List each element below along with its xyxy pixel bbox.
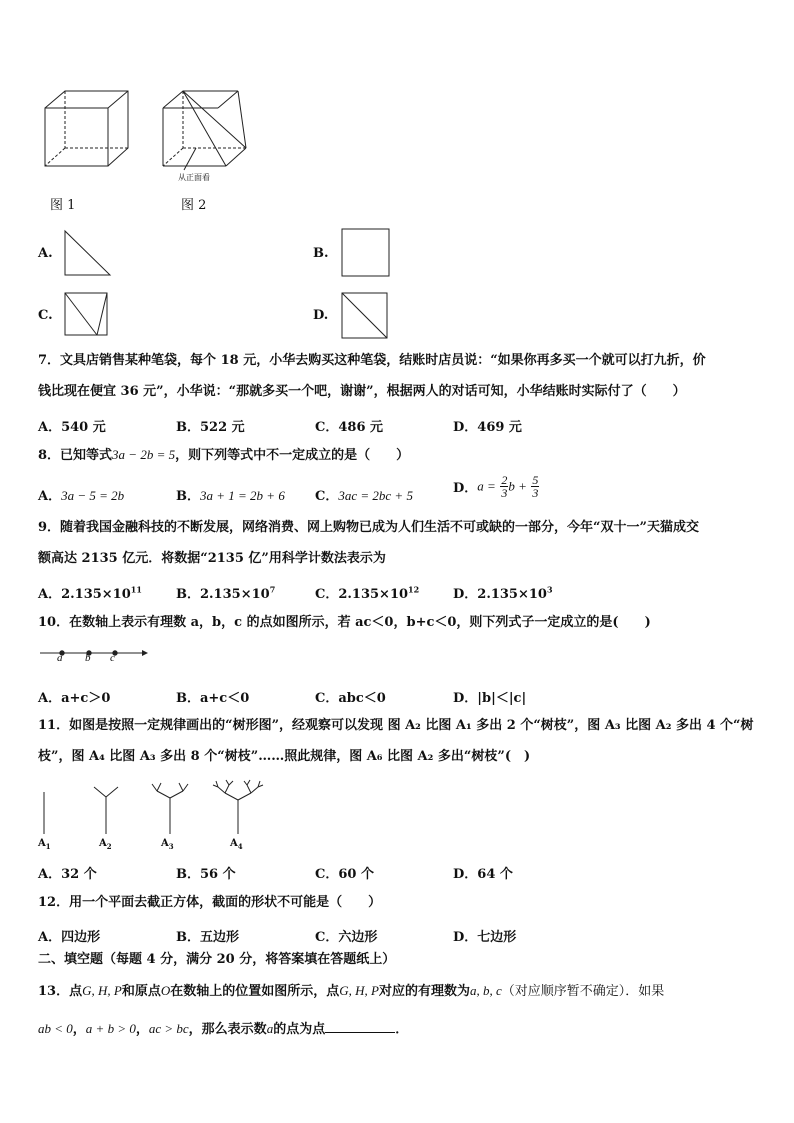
tree-label-a4-sub: 4 xyxy=(237,842,243,851)
q8-option-c-math: 3ac = 2bc + 5 xyxy=(338,488,413,503)
q13-points-2: G, H, P xyxy=(339,983,379,998)
q12-option-a: A．四边形 xyxy=(38,930,101,945)
q13-sep-1: ， xyxy=(72,1022,86,1037)
tree-label-a3 xyxy=(161,838,174,851)
q8-option-d xyxy=(453,474,539,499)
q7-line-1: 7．文具店销售某种笔袋，每个 18 元，小华去购买这种笔袋，结账时店员说：“如果你再多买一个就可以打九折，价 xyxy=(38,353,706,368)
q8-option-b xyxy=(176,485,285,504)
q10-point-a-label: a xyxy=(57,652,63,664)
q8-option-a-math: 3a − 5 = 2b xyxy=(61,488,125,503)
q8-option-b-label: B． xyxy=(176,489,200,504)
tree-label-a2-sub: 2 xyxy=(106,842,112,851)
q13-cond-3: ac > bc xyxy=(148,1021,189,1036)
tree-label-a1-sub: 1 xyxy=(45,842,51,851)
tree-figure-a3 xyxy=(147,780,193,835)
fig-option-b-shape xyxy=(341,228,391,278)
fig-option-d-label: D. xyxy=(313,308,329,323)
q13-end: ． xyxy=(395,1022,409,1037)
q8-option-b-math: 3a + 1 = 2b + 6 xyxy=(200,488,285,503)
q7-option-a: A．540 元 xyxy=(38,420,106,435)
fig-option-c-shape xyxy=(64,292,109,337)
q13-answer-blank[interactable] xyxy=(325,1020,395,1033)
q10-option-c: C．abc＜0 xyxy=(315,691,386,706)
q8-option-d-fraction-2 xyxy=(531,474,539,499)
q13-post: （对应顺序暂不确定）．如果 xyxy=(501,984,665,999)
fig-option-a-label: A. xyxy=(38,246,53,261)
q8-stem xyxy=(38,447,409,464)
q8-option-d-lhs: a = xyxy=(477,478,496,494)
figure-2-label: 图 2 xyxy=(181,198,207,213)
q9-line-1: 9．随着我国金融科技的不断发展，网络消费、网上购物已成为人们生活不可或缺的一部分，今年“双十一”天猫成交 xyxy=(38,520,700,535)
q13-pre: 13．点 xyxy=(38,984,83,999)
q8-stem-post: ，则下列等式中不一定成立的是（ ） xyxy=(175,448,410,463)
q8-stem-pre: 8．已知等式 xyxy=(38,448,113,463)
q13-sep-2: ， xyxy=(135,1022,149,1037)
q9-option-b-base: B．2.135×10 xyxy=(176,587,270,602)
q13-cond-1: ab < 0 xyxy=(38,1021,73,1036)
q9-option-c xyxy=(315,583,419,602)
q11-option-b: B．56 个 xyxy=(176,867,236,882)
q8-option-d-label: D． xyxy=(453,481,478,496)
tree-label-a2 xyxy=(99,838,112,851)
tree-figure-a1 xyxy=(38,790,50,836)
q8-option-a xyxy=(38,485,124,504)
q11-option-a: A．32 个 xyxy=(38,867,97,882)
fig-option-a-shape xyxy=(64,230,112,276)
q13-mid: 和原点 xyxy=(121,984,161,999)
q13-values: a, b, c xyxy=(469,983,502,998)
figure-1-label: 图 1 xyxy=(50,198,76,213)
figure-1-cube xyxy=(40,88,135,173)
tree-figure-a2 xyxy=(90,783,122,835)
q10-option-b: B．a+c＜0 xyxy=(176,691,250,706)
q9-option-b xyxy=(176,583,275,602)
q11-line-2: 枝”，图 A₄ 比图 A₃ 多出 8 个“树枝”……照此规律，图 A₆ 比图 A₂ 多出“树枝”( ) xyxy=(38,749,531,764)
q9-option-c-base: C．2.135×10 xyxy=(315,587,409,602)
q11-line-1: 11．如图是按照一定规律画出的“树形图”，经观察可以发现 图 A₂ 比图 A₁ 多出 2 个“树枝”，图 A₃ 比图 A₂ 多出 4 个“树 xyxy=(38,718,754,733)
q8-option-d-f1-den: 3 xyxy=(501,486,508,500)
q13-mid2: 在数轴上的位置如图所示，点 xyxy=(170,984,340,999)
q7-option-d: D．469 元 xyxy=(453,420,522,435)
q10-point-c-label: c xyxy=(110,652,115,664)
q8-option-d-f2-den: 3 xyxy=(532,486,539,500)
q8-option-d-mid: b + xyxy=(508,478,527,494)
q13-cond-2: a + b > 0 xyxy=(85,1021,136,1036)
q13-points: G, H, P xyxy=(82,983,122,998)
q12-option-d: D．七边形 xyxy=(453,930,517,945)
q8-stem-equation: 3a − 2b = 5 xyxy=(112,447,176,462)
q8-option-c xyxy=(315,485,413,504)
q13-line2-post: 的点为点 xyxy=(273,1022,326,1037)
q13-line-1 xyxy=(38,983,664,1000)
q9-option-d-exp: 3 xyxy=(546,584,553,595)
q12-option-b: B．五边形 xyxy=(176,930,239,945)
q10-option-d: D．|b|＜|c| xyxy=(453,691,527,706)
q7-line-2: 钱比现在便宜 36 元”，小华说：“那就多买一个吧，谢谢”，根据两人的对话可知，小华结账时实际付了（ ） xyxy=(38,384,686,399)
q13-origin: O xyxy=(160,983,171,998)
q7-option-c: C．486 元 xyxy=(315,420,384,435)
q13-line2-mid: ，那么表示数 xyxy=(188,1022,267,1037)
front-view-note: 从正面看 xyxy=(178,173,210,182)
q9-option-a-exp: 11 xyxy=(130,584,142,595)
tree-label-a3-sub: 3 xyxy=(168,842,174,851)
q12-stem: 12．用一个平面去截正方体，截面的形状不可能是（ ） xyxy=(38,895,382,910)
q9-option-d-base: D．2.135×10 xyxy=(453,587,547,602)
tree-label-a1-letter: A xyxy=(38,838,46,849)
tree-label-a4-letter: A xyxy=(230,838,238,849)
fig-option-b-label: B. xyxy=(313,246,329,261)
q9-line-2: 额高达 2135 亿元．将数据“2135 亿”用科学计数法表示为 xyxy=(38,551,386,566)
tree-label-a2-letter: A xyxy=(99,838,107,849)
figure-2-cut-cube xyxy=(158,88,258,183)
q9-option-b-exp: 7 xyxy=(269,584,276,595)
q13-var-a: a xyxy=(266,1021,274,1036)
q13-mid3: 对应的有理数为 xyxy=(378,984,470,999)
tree-label-a4 xyxy=(230,838,243,851)
tree-figure-a4 xyxy=(210,778,266,835)
q13-line-2 xyxy=(38,1020,408,1038)
q9-option-d xyxy=(453,583,553,602)
q10-stem: 10．在数轴上表示有理数 a，b，c 的点如图所示，若 ac＜0，b+c＜0，则下列式子一定成立的是( ) xyxy=(38,615,651,630)
q10-option-a: A．a+c＞0 xyxy=(38,691,111,706)
q11-option-d: D．64 个 xyxy=(453,867,513,882)
q9-option-c-exp: 12 xyxy=(408,584,420,595)
tree-label-a3-letter: A xyxy=(161,838,169,849)
q10-point-b-label: b xyxy=(85,652,91,664)
q10-number-line xyxy=(38,645,148,669)
q9-option-a-base: A．2.135×10 xyxy=(38,587,131,602)
q9-option-a xyxy=(38,583,142,602)
q8-option-d-f2-num: 5 xyxy=(532,473,539,487)
q12-option-c: C．六边形 xyxy=(315,930,378,945)
q8-option-d-f1-num: 2 xyxy=(501,473,508,487)
q7-option-b: B．522 元 xyxy=(176,420,245,435)
tree-label-a1 xyxy=(38,838,51,851)
q11-option-c: C．60 个 xyxy=(315,867,374,882)
section-2-heading: 二、填空题（每题 4 分，满分 20 分，将答案填在答题纸上） xyxy=(38,952,396,967)
q8-option-a-label: A． xyxy=(38,489,62,504)
fig-option-d-shape xyxy=(341,292,389,340)
q8-option-c-label: C． xyxy=(315,489,339,504)
fig-option-c-label: C. xyxy=(38,308,53,323)
